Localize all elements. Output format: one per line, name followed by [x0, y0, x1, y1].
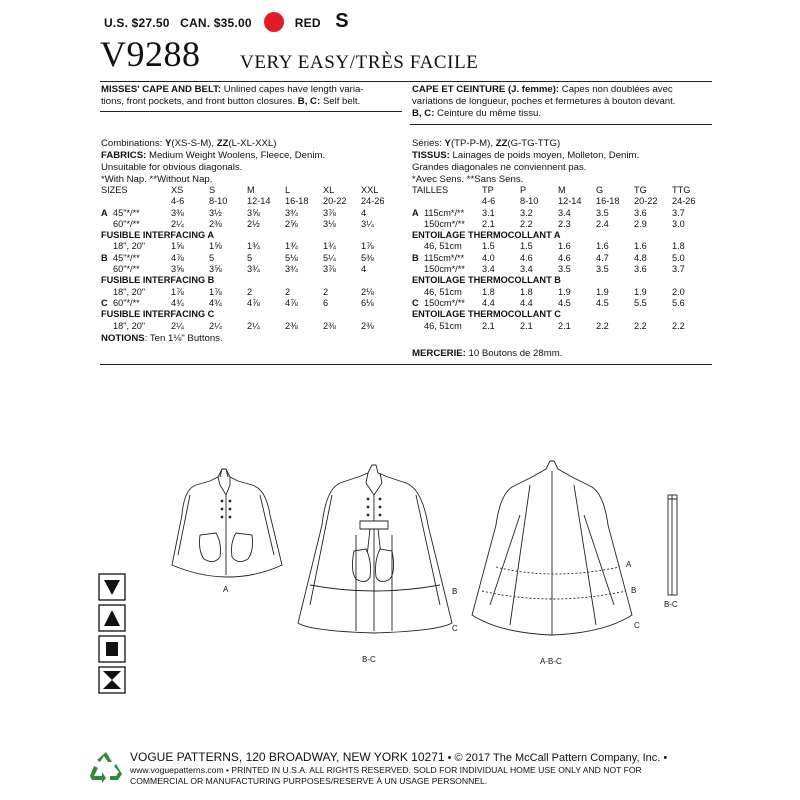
size-code: P: [520, 185, 527, 195]
yardage-value: 4⅞: [247, 297, 260, 308]
yardage-value: 3⅜: [171, 207, 184, 218]
yardage-value: 2⅜: [285, 320, 298, 331]
triangle-up-icon: [99, 605, 125, 631]
symbol-legend: [97, 572, 127, 702]
section-row: [101, 309, 399, 320]
view-letter: [412, 219, 424, 230]
size-header-row: [412, 185, 710, 196]
yardage-value: 3.4: [520, 264, 533, 275]
footer-copyright: • © 2017 The McCall Pattern Company, Inc. •: [444, 752, 668, 764]
size-number: 20-22: [634, 196, 658, 207]
yardage-value: 2⅜: [361, 320, 374, 331]
size-code: M: [558, 185, 566, 195]
yardage-value: 1.6: [558, 241, 571, 252]
footer-brand: VOGUE PATTERNS, 120 BROADWAY, NEW YORK 10271: [130, 750, 445, 764]
yardage-value: 3⅛: [323, 218, 336, 229]
yardage-row: [412, 321, 710, 332]
view-letter: [101, 264, 113, 275]
hourglass-icon: [99, 667, 125, 693]
size-code: XL: [323, 185, 335, 195]
fabric-width: 18", 20": [113, 286, 146, 297]
yardage-value: 4⅞: [171, 252, 184, 263]
yardage-value: 4: [361, 264, 367, 275]
yardage-value: 4.4: [520, 297, 533, 308]
view-letter: [412, 241, 424, 252]
en-desc-line2: tions, front pockets, and front button closures.: [101, 96, 298, 107]
yardage-value: 2.2: [634, 320, 647, 331]
yardage-value: 1.6: [596, 241, 609, 252]
yardage-value: 2: [285, 286, 291, 297]
hem-back-label-a: A: [626, 560, 632, 569]
en-yardage-table: [101, 185, 399, 332]
yardage-value: 1⅝: [171, 241, 184, 252]
yardage-value: 4.6: [558, 252, 571, 263]
yardage-value: 3⅝: [247, 207, 260, 218]
size-number: 4-6: [171, 196, 185, 207]
yardage-value: 2.2: [596, 320, 609, 331]
french-fabrics: [412, 138, 639, 186]
fr-desc-belt: Ceinture du même tissu.: [434, 108, 542, 119]
yardage-value: 3.2: [520, 207, 533, 218]
sizes-label: SIZES: [101, 185, 128, 195]
yardage-value: 4.7: [596, 252, 609, 263]
yardage-value: 1⅞: [209, 286, 222, 297]
color-dot-icon: [264, 12, 284, 32]
yardage-value: 3½: [209, 207, 222, 218]
yardage-value: 3.4: [558, 207, 571, 218]
yardage-value: 1.9: [596, 286, 609, 297]
en-combo-y-sizes: (XS-S-M),: [171, 138, 217, 149]
english-description: [101, 84, 391, 108]
yardage-value: 5.6: [672, 297, 685, 308]
yardage-value: 1⅞: [361, 241, 374, 252]
view-letter: [412, 321, 424, 332]
fabric-width: 150cm*/**: [424, 264, 465, 275]
yardage-value: 2.1: [520, 320, 533, 331]
fr-series-y: Y: [444, 138, 451, 149]
yardage-value: 4.6: [520, 252, 533, 263]
yardage-value: 3⅞: [323, 264, 336, 275]
en-fabrics: Medium Weight Woolens, Fleece, Denim.: [146, 150, 326, 161]
yardage-value: 2.1: [482, 218, 495, 229]
yardage-value: 2.4: [596, 218, 609, 229]
size-number-row: [101, 196, 399, 207]
yardage-value: 4¾: [209, 297, 222, 308]
yardage-value: 2½: [247, 218, 260, 229]
yardage-value: 2.2: [672, 320, 685, 331]
fr-diag: Grandes diagonales ne conviennent pas.: [412, 162, 587, 173]
fr-desc-line1: Capes non doublées avec: [559, 84, 673, 95]
yardage-value: 6⅛: [361, 297, 374, 308]
yardage-value: 3¾: [247, 264, 260, 275]
view-letter: [101, 219, 113, 230]
size-number-row: [412, 196, 710, 207]
yardage-value: 2.3: [558, 218, 571, 229]
size-letter: S: [335, 10, 349, 32]
label-view-a: A: [223, 585, 229, 594]
size-number: 12-14: [247, 196, 271, 207]
yardage-value: 1.8: [672, 241, 685, 252]
yardage-row: [412, 219, 710, 230]
pattern-number: V9288: [100, 34, 201, 74]
size-code: S: [209, 185, 216, 195]
yardage-value: 3¾: [285, 264, 298, 275]
yardage-row: [101, 264, 399, 275]
yardage-value: 2.0: [672, 286, 685, 297]
yardage-row: [412, 298, 710, 309]
square-icon: [99, 636, 125, 662]
sizes-label: TAILLES: [412, 185, 449, 195]
yardage-value: 1.5: [520, 241, 533, 252]
view-a-cape: [172, 469, 282, 577]
fabric-width: 46, 51cm: [424, 286, 462, 297]
view-letter: [101, 241, 113, 252]
view-letter: [412, 264, 424, 275]
garment-illustrations: [160, 455, 680, 670]
yardage-value: 3¾: [285, 207, 298, 218]
yardage-row: [101, 241, 399, 252]
yardage-value: 3¼: [361, 218, 374, 229]
french-description: [412, 84, 712, 120]
yardage-value: 1.8: [520, 286, 533, 297]
yardage-row: [101, 208, 399, 219]
fabric-width: 115cm*/**: [424, 207, 465, 218]
yardage-value: 1.5: [482, 241, 495, 252]
yardage-value: 2⅛: [361, 286, 374, 297]
hem-label-c: C: [452, 624, 458, 633]
price-can: CAN. $35.00: [180, 15, 252, 30]
size-number: 16-18: [285, 196, 309, 207]
yardage-value: 2¼: [171, 320, 184, 331]
en-unsuitable: Unsuitable for obvious diagonals.: [101, 162, 243, 173]
fabric-width: 18", 20": [113, 241, 146, 252]
view-letter: [412, 287, 424, 298]
size-code: TTG: [672, 185, 691, 195]
yardage-value: 1¾: [247, 241, 260, 252]
fr-desc-views: B, C:: [412, 108, 435, 119]
fabric-width: 46, 51cm: [424, 320, 462, 331]
fabric-width: 18", 20": [113, 320, 146, 331]
en-combo-zz-sizes: (L-XL-XXL): [228, 138, 277, 149]
fr-mercerie-text: 10 Boutons de 28mm.: [465, 348, 563, 359]
section-label: ENTOILAGE THERMOCOLLANT B: [412, 275, 561, 286]
en-combo-zz: ZZ: [216, 138, 229, 149]
size-code: TG: [634, 185, 647, 195]
yardage-value: 2.9: [634, 218, 647, 229]
yardage-value: 1.9: [634, 286, 647, 297]
spacer: [412, 196, 482, 207]
fabric-width: 46, 51cm: [424, 241, 462, 252]
yardage-value: 2¼: [247, 320, 260, 331]
yardage-value: 1⅝: [209, 241, 222, 252]
yardage-value: 4⅞: [285, 297, 298, 308]
recycle-icon: [88, 750, 124, 784]
yardage-value: 5: [209, 252, 215, 263]
fabric-width: 60"*/**: [113, 297, 140, 308]
hem-label-b: B: [452, 587, 458, 596]
view-letter: [101, 321, 113, 332]
yardage-value: 4.4: [482, 297, 495, 308]
label-belt-bc: B-C: [664, 600, 678, 609]
yardage-value: 4.8: [634, 252, 647, 263]
yardage-row: [101, 219, 399, 230]
fr-sens: *Avec Sens. **Sans Sens.: [412, 174, 524, 185]
footer-legal-line2: COMMERCIAL OR MANUFACTURING PURPOSES/RESERVE À UN USAGE PERSONNEL.: [130, 776, 488, 786]
yardage-value: 2: [247, 286, 253, 297]
fabric-width: 60"*/**: [113, 218, 140, 229]
yardage-value: 2.1: [482, 320, 495, 331]
fabric-width: 115cm*/**: [424, 252, 465, 263]
fr-yardage-table: [412, 185, 710, 332]
label-view-bc: B-C: [362, 655, 376, 664]
fr-mercerie-label: MERCERIE:: [412, 348, 466, 359]
yardage-value: 3.5: [596, 264, 609, 275]
yardage-value: 1¾: [323, 241, 336, 252]
fr-tissus-label: TISSUS:: [412, 150, 450, 161]
divider-top: [100, 81, 712, 82]
yardage-value: 3.7: [672, 264, 685, 275]
view-letter: B: [101, 252, 108, 263]
en-notions-label: NOTIONS: [101, 333, 145, 344]
fr-mercerie: [412, 348, 562, 360]
size-number: 12-14: [558, 196, 582, 207]
fabric-width: 60"*/**: [113, 264, 140, 275]
view-letter: [101, 287, 113, 298]
en-notions: [101, 333, 223, 345]
yardage-value: 3.1: [482, 207, 495, 218]
yardage-value: 2⅜: [209, 218, 222, 229]
size-number: 8-10: [520, 196, 539, 207]
yardage-value: 1.8: [482, 286, 495, 297]
fr-title: CAPE ET CEINTURE (J. femme):: [412, 84, 560, 95]
price-line: [104, 12, 356, 35]
hem-back-label-c: C: [634, 621, 640, 630]
yardage-value: 4¾: [171, 297, 184, 308]
size-number: 4-6: [482, 196, 496, 207]
yardage-value: 5: [247, 252, 253, 263]
view-bc-cape-front: [298, 465, 452, 633]
hem-back-label-b: B: [631, 586, 637, 595]
fr-divider: [410, 124, 712, 125]
yardage-value: 3.5: [558, 264, 571, 275]
yardage-value: 3.6: [634, 264, 647, 275]
size-number: 8-10: [209, 196, 228, 207]
yardage-value: 1.9: [558, 286, 571, 297]
yardage-value: 6: [323, 297, 329, 308]
yardage-value: 1⅞: [171, 286, 184, 297]
color-label: RED: [294, 15, 321, 30]
en-notions-text: : Ten 1⅛" Buttons.: [144, 333, 223, 344]
size-number: 24-26: [361, 196, 385, 207]
yardage-value: 1¾: [285, 241, 298, 252]
yardage-value: 2.1: [558, 320, 571, 331]
en-desc-views: B, C:: [297, 96, 321, 107]
en-combos-label: Combinations:: [101, 138, 165, 149]
yardage-row: [101, 287, 399, 298]
fr-desc-line2: variations de longueur, poches et fermetures à bouton devant.: [412, 96, 676, 107]
yardage-value: 2⅜: [323, 320, 336, 331]
yardage-row: [101, 298, 399, 309]
yardage-row: [412, 287, 710, 298]
belt-illustration: [668, 495, 677, 595]
triangle-down-icon: [99, 574, 125, 600]
yardage-row: [101, 253, 399, 264]
size-code: G: [596, 185, 604, 195]
yardage-row: [412, 208, 710, 219]
yardage-row: [412, 264, 710, 275]
size-header-row: [101, 185, 399, 196]
fabric-width: 45"*/**: [113, 207, 140, 218]
en-divider: [100, 111, 402, 112]
yardage-value: 2¼: [171, 218, 184, 229]
yardage-value: 2⅝: [285, 218, 298, 229]
section-label: FUSIBLE INTERFACING B: [101, 275, 215, 286]
yardage-row: [412, 241, 710, 252]
section-label: FUSIBLE INTERFACING C: [101, 309, 215, 320]
yardage-value: 2¼: [209, 320, 222, 331]
divider-bottom: [100, 364, 712, 365]
footer-legal-line1: www.voguepatterns.com • PRINTED IN U.S.A. ALL RIGHTS RESERVED. SOLD FOR INDIVIDUAL HOME USE ONLY AND NOT FOR: [130, 765, 642, 775]
yardage-row: [101, 321, 399, 332]
yardage-value: 5⅜: [361, 252, 374, 263]
yardage-row: [412, 253, 710, 264]
spacer: [101, 196, 171, 207]
footer-address: [130, 750, 667, 764]
section-label: FUSIBLE INTERFACING A: [101, 230, 214, 241]
yardage-value: 3⅝: [171, 264, 184, 275]
fabric-width: 150cm*/**: [424, 297, 465, 308]
section-label: ENTOILAGE THERMOCOLLANT C: [412, 309, 561, 320]
fr-series-y-sizes: (TP-P-M),: [450, 138, 496, 149]
yardage-value: 3.6: [634, 207, 647, 218]
english-fabrics: [101, 138, 325, 186]
en-desc-line1: Unlined capes have length varia-: [221, 84, 364, 95]
yardage-value: 1.6: [634, 241, 647, 252]
yardage-value: 3.0: [672, 218, 685, 229]
yardage-value: 5¼: [323, 252, 336, 263]
price-us: U.S. $27.50: [104, 15, 170, 30]
en-desc-belt: Self belt.: [320, 96, 361, 107]
fr-series-zz: ZZ: [495, 138, 508, 149]
size-code: M: [247, 185, 255, 195]
yardage-value: 4.0: [482, 252, 495, 263]
section-row: [101, 275, 399, 286]
size-number: 16-18: [596, 196, 620, 207]
size-code: TP: [482, 185, 494, 195]
yardage-value: 4.5: [558, 297, 571, 308]
size-number: 24-26: [672, 196, 696, 207]
yardage-value: 5.5: [634, 297, 647, 308]
section-label: ENTOILAGE THERMOCOLLANT A: [412, 230, 561, 241]
yardage-value: 3⅞: [323, 207, 336, 218]
view-abc-cape-back: [472, 461, 632, 635]
view-letter: B: [412, 252, 419, 263]
yardage-value: 3.4: [482, 264, 495, 275]
fr-series-label: Séries:: [412, 138, 445, 149]
yardage-value: 3.7: [672, 207, 685, 218]
section-row: [412, 230, 710, 241]
size-code: L: [285, 185, 291, 195]
en-fabrics-label: FABRICS:: [101, 150, 147, 161]
fabric-width: 150cm*/**: [424, 218, 465, 229]
yardage-value: 4.5: [596, 297, 609, 308]
yardage-value: 2: [323, 286, 329, 297]
yardage-value: 4: [361, 207, 367, 218]
view-letter: A: [101, 207, 108, 218]
label-view-abc: A-B-C: [540, 657, 562, 666]
yardage-value: 3⅝: [209, 264, 222, 275]
size-code: XS: [171, 185, 184, 195]
yardage-value: 5⅛: [285, 252, 298, 263]
section-row: [101, 230, 399, 241]
fr-tissus: Lainages de poids moyen, Molleton, Denim.: [449, 150, 640, 161]
en-title: MISSES' CAPE AND BELT:: [101, 84, 222, 95]
fabric-width: 45"*/**: [113, 252, 140, 263]
difficulty-label: VERY EASY/TRÈS FACILE: [240, 52, 479, 73]
fr-series-zz-sizes: (G-TG-TTG): [507, 138, 561, 149]
view-letter: C: [101, 297, 108, 308]
yardage-value: 3.5: [596, 207, 609, 218]
yardage-value: 2.2: [520, 218, 533, 229]
yardage-value: 5.0: [672, 252, 685, 263]
size-number: 20-22: [323, 196, 347, 207]
view-letter: A: [412, 207, 419, 218]
en-nap: *With Nap. **Without Nap.: [101, 174, 213, 185]
en-combo-y: Y: [165, 138, 172, 149]
section-row: [412, 275, 710, 286]
size-code: XXL: [361, 185, 379, 195]
section-row: [412, 309, 710, 320]
footer-legal: [130, 765, 642, 787]
view-letter: C: [412, 297, 419, 308]
